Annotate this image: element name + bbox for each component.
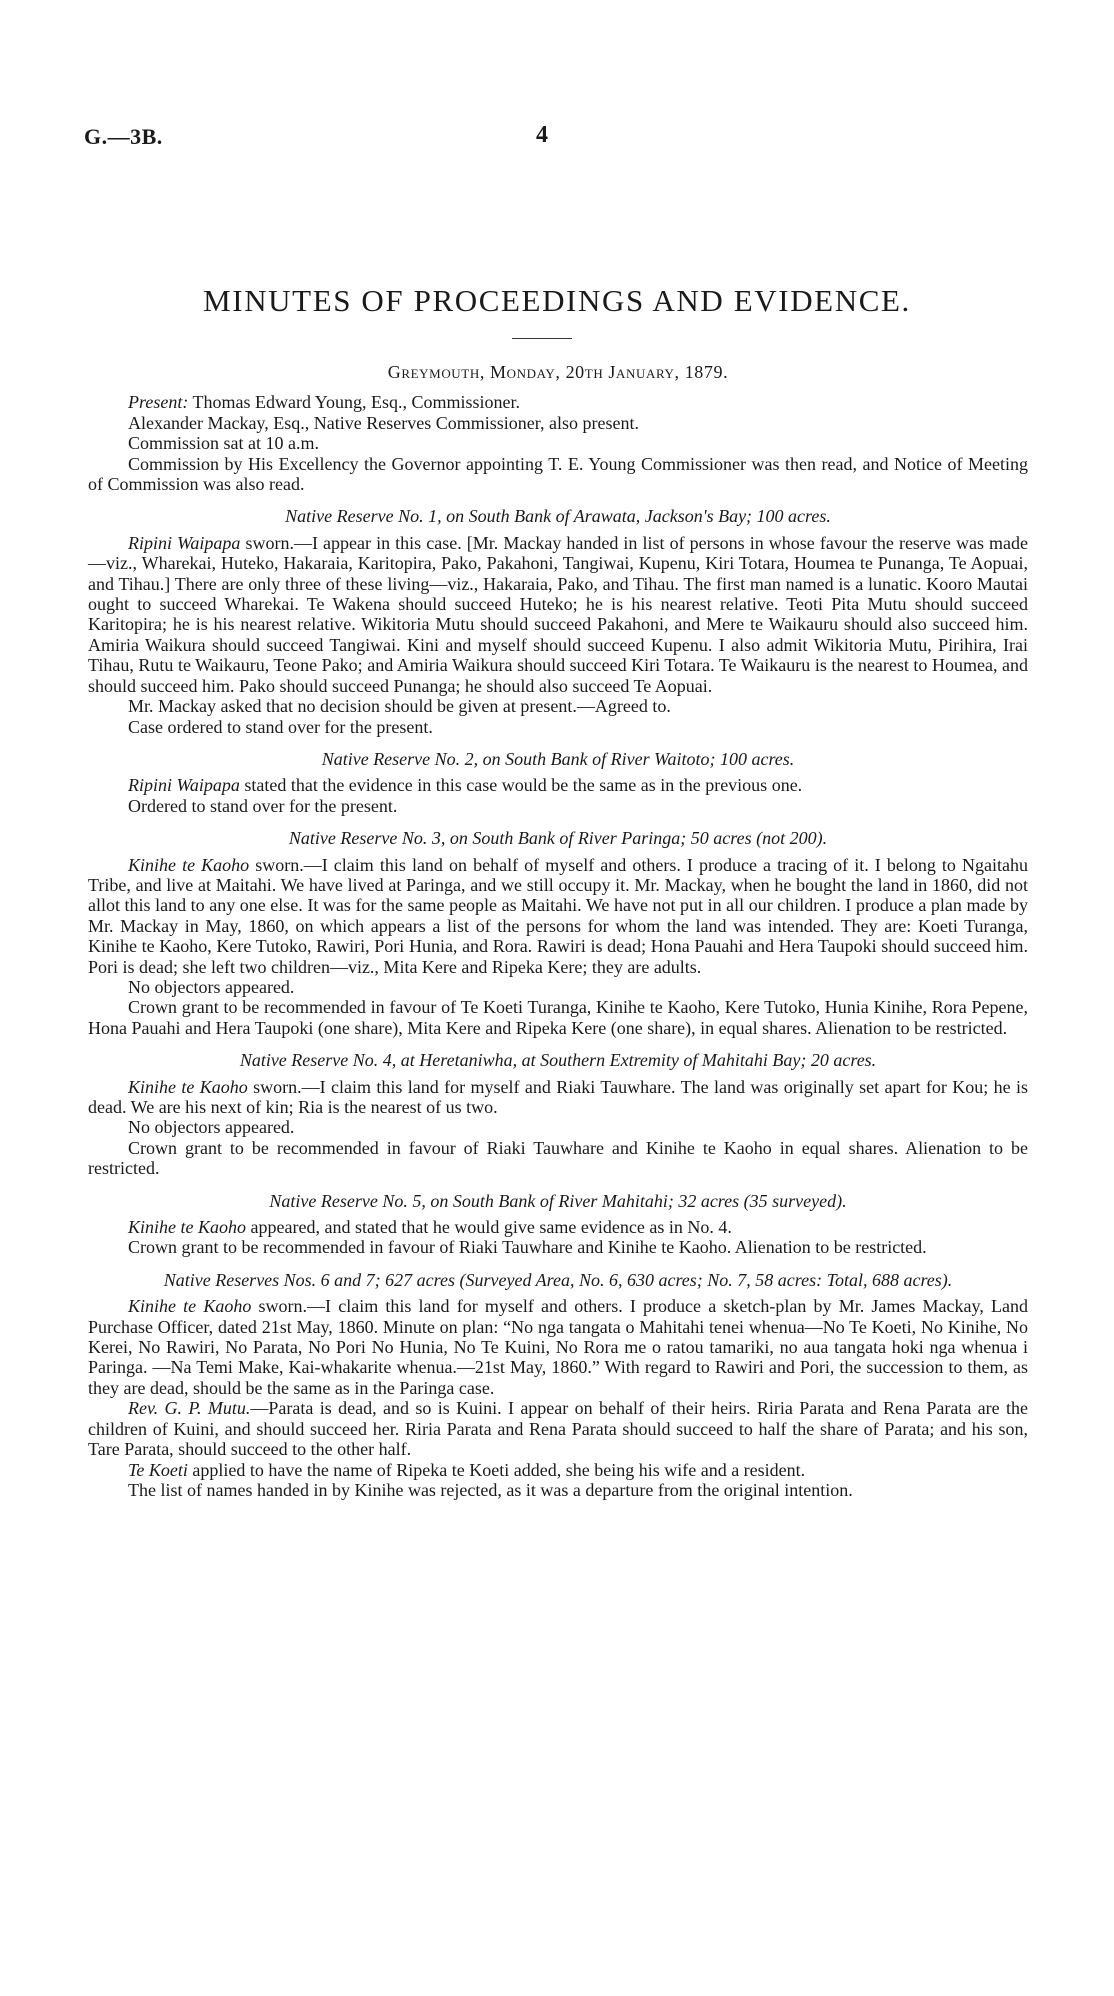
page-title: MINUTES OF PROCEEDINGS AND EVIDENCE. xyxy=(203,283,911,318)
evidence-paragraph xyxy=(88,1398,1028,1459)
minute-line: No objectors appeared. xyxy=(128,976,295,997)
section-heading-reserve-1: Native Reserve No. 1, on South Bank of Arawata, Jackson's Bay; 100 acres. xyxy=(285,506,831,527)
minute-line: Crown grant to be recommended in favour of Riaki Tauwhare and Kinihe te Kaoho in equal shares. Alienation to be restricted. xyxy=(88,1137,1028,1179)
evidence-paragraph xyxy=(88,1077,1028,1118)
minute-line: Case ordered to stand over for the present. xyxy=(128,716,433,737)
evidence-paragraph xyxy=(88,775,1028,795)
evidence-paragraph xyxy=(88,1296,1028,1398)
speaker-name: Te Koeti xyxy=(128,1459,188,1480)
minute-line: Crown grant to be recommended in favour of Te Koeti Turanga, Kinihe te Kaoho, Kere Tutoko, Hunia Kinihe, Rora Pepene, Hona Pauahi and Hera Taupoki (one share), Mita Kere and Ripeka Kere (one share), in equal shares. Alienation to be restricted. xyxy=(88,997,1028,1038)
evidence-paragraph xyxy=(88,533,1028,696)
speaker-name: Kinihe te Kaoho xyxy=(128,1076,248,1097)
section-heading-reserve-5: Native Reserve No. 5, on South Bank of River Mahitahi; 32 acres (35 surveyed). xyxy=(269,1190,847,1211)
evidence-paragraph xyxy=(88,1460,1028,1480)
minute-line: Mr. Mackay asked that no decision should be given at present.—Agreed to. xyxy=(128,696,671,717)
evidence-paragraph xyxy=(88,1217,1028,1237)
present-text: Thomas Edward Young, Esq., Commissioner. xyxy=(192,392,521,413)
speaker-name: Kinihe te Kaoho xyxy=(128,1296,252,1317)
minute-line: The list of names handed in by Kinihe was rejected, as it was a departure from the original intention. xyxy=(128,1479,853,1500)
evidence-text: sworn.—I appear in this case. [Mr. Mackay handed in list of persons in whose favour the reserve was made—viz., Wharekai, Huteko, Hakaraia, Karitopira, Pako, Pakahoni, Tangiwai, Kupenu, Kiri Totara, Houmea te Punanga, Te Aopuai, and Tihau.] There are only three of these living—viz., Hakaraia, Pako, and Tihau. The first man named is a lunatic. Kooro Mautai ought to succeed Wharekai. Te Wakena should succeed Huteko; he is his nearest relative. Teoti Pita Mutu should succeed Karitopira; he is his nearest relative. Wikitoria Mutu should succeed Pakahoni, and Mere te Waikauru should also succeed him. Amiria Waikura should succeed Tangiwai. Kini and myself should succeed Kupenu. I also admit Wikitoria Mutu, Pirihira, Irai Tihau, Rutu te Waikauru, Teone Pako; and Amiria Waikura should succeed Kiri Totara. Te Waikauru is the nearest to Houmea, and should succeed him. Pako should succeed Punanga; he should also succeed Te Aopuai. xyxy=(88,532,1029,696)
speaker-name: Rev. G. P. Mutu. xyxy=(128,1398,251,1419)
present-label: Present: xyxy=(128,392,189,413)
page-number: 4 xyxy=(536,122,548,148)
document-code: G.—3B. xyxy=(84,124,163,149)
speaker-name: Ripini Waipapa xyxy=(128,775,240,796)
minute-line: No objectors appeared. xyxy=(128,1117,295,1138)
section-heading-reserves-6-7: Native Reserves Nos. 6 and 7; 627 acres (Surveyed Area, No. 6, 630 acres; No. 7, 58 acres: Total, 688 acres). xyxy=(163,1269,953,1290)
speaker-name: Kinihe te Kaoho xyxy=(128,1217,246,1238)
evidence-text: stated that the evidence in this case would be the same as in the previous one. xyxy=(244,775,803,796)
evidence-text: —Parata is dead, and so is Kuini. I appear on behalf of their heirs. Riria Parata and Rena Parata are the children of Kuini, and should succeed her. Riria Parata and Rena Parata should succeed to half the share of Parata; and his son, Tare Parata, should succeed to the other half. xyxy=(88,1398,1029,1460)
speaker-name: Kinihe te Kaoho xyxy=(128,854,250,875)
dateline: Greymouth, Monday, 20th January, 1879. xyxy=(387,362,729,382)
evidence-paragraph xyxy=(88,855,1028,977)
evidence-text: sworn.—I claim this land for myself and Riaki Tauwhare. The land was originally set apart for Kou; he is dead. We are his next of kin; Ria is the nearest of us two. xyxy=(88,1076,1028,1117)
present-line xyxy=(88,392,1028,412)
speaker-name: Ripini Waipapa xyxy=(128,532,241,553)
section-heading-reserve-2: Native Reserve No. 2, on South Bank of River Waitoto; 100 acres. xyxy=(321,748,795,769)
intro-line-3: Commission sat at 10 a.m. xyxy=(128,433,319,454)
evidence-text: applied to have the name of Ripeka te Koeti added, she being his wife and a resident. xyxy=(192,1459,806,1480)
evidence-text: appeared, and stated that he would give same evidence as in No. 4. xyxy=(250,1217,732,1238)
document-body xyxy=(88,362,1028,1500)
minute-line: Ordered to stand over for the present. xyxy=(128,795,398,816)
section-heading-reserve-3: Native Reserve No. 3, on South Bank of River Paringa; 50 acres (not 200). xyxy=(288,828,828,849)
intro-line-4: Commission by His Excellency the Governor appointing T. E. Young Commissioner was then read, and Notice of Meeting of Commission was also read. xyxy=(88,453,1028,495)
evidence-text: sworn.—I claim this land on behalf of myself and others. I produce a tracing of it. I belong to Ngaitahu Tribe, and live at Maitahi. We have lived at Paringa, and we still occupy it. Mr. Mackay, when he bought the land in 1860, did not allot this land to any one else. It was for the same people as Maitahi. We have not put in all our children. I produce a plan made by Mr. Mackay in May, 1860, on which appears a list of the persons for whom the land was intended. They are: Koeti Turanga, Kinihe te Kaoho, Kere Tutoko, Rawiri, Pori Hunia, and Rora. Rawiri is dead; Hona Pauahi and Hera Taupoki should succeed him. Pori is dead; she left two children—viz., Mita Kere and Ripeka Kere; they are adults. xyxy=(88,854,1028,977)
minute-line: Crown grant to be recommended in favour of Riaki Tauwhare and Kinihe te Kaoho. Alienation to be restricted. xyxy=(128,1237,927,1258)
title-divider xyxy=(512,338,572,339)
intro-line-2: Alexander Mackay, Esq., Native Reserves Commissioner, also present. xyxy=(128,412,639,433)
section-heading-reserve-4: Native Reserve No. 4, at Heretaniwha, at Southern Extremity of Mahitahi Bay; 20 acres. xyxy=(239,1050,877,1071)
evidence-text: sworn.—I claim this land for myself and others. I produce a sketch-plan by Mr. James Mackay, Land Purchase Officer, dated 21st May, 1860. Minute on plan: “No nga tangata o Mahitahi tenei whenua—No Te Koeti, No Kinihe, No Kerei, No Rawiri, No Parata, No Pori No Hunia, No Te Kuini, No Rora me o ratou tamariki, no aua tangata hoki nga whenua i Paringa. —Na Temi Make, Kai-whakarite whenua.—21st May, 1860.” With regard to Rawiri and Pori, the succession to them, as they are dead, should be the same as in the Paringa case. xyxy=(88,1296,1029,1398)
